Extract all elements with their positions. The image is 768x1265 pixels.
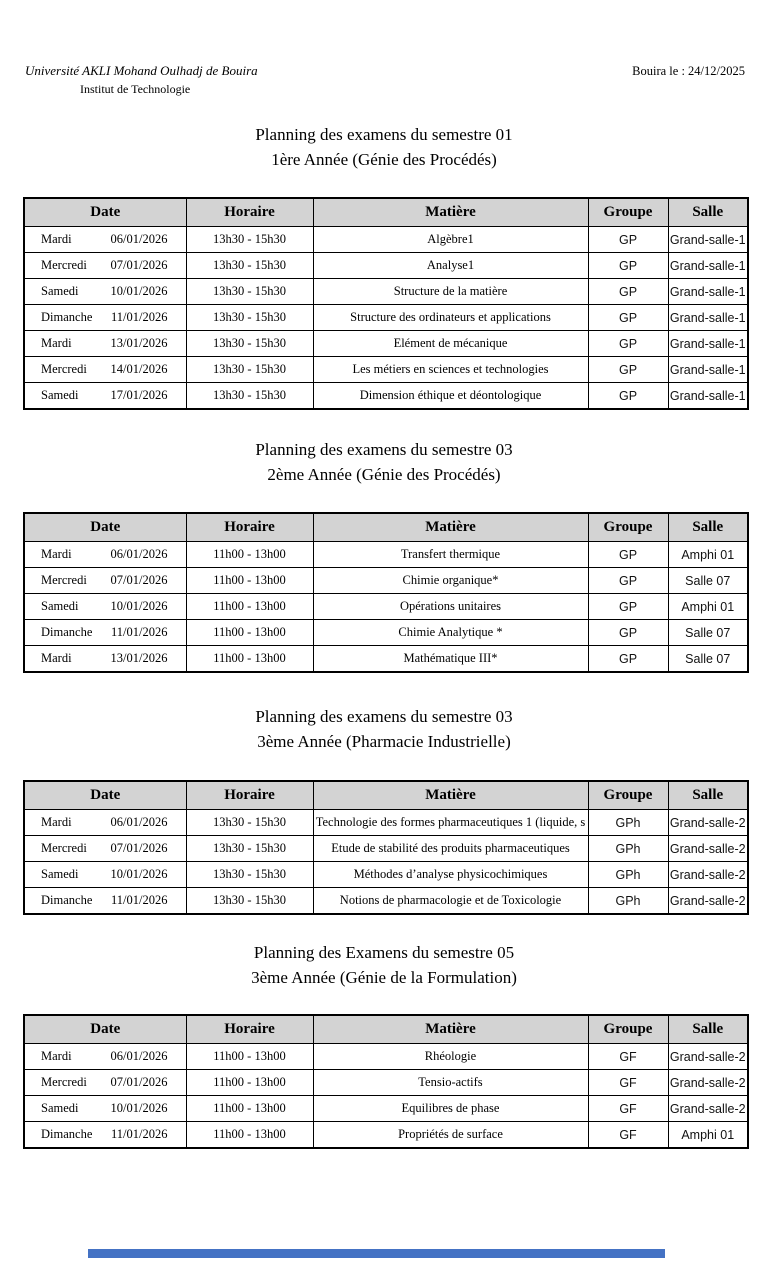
day-label: Mardi [41, 651, 72, 665]
date-value: 10/01/2026 [110, 284, 168, 298]
table-row [24, 1044, 748, 1070]
cell-date [24, 888, 186, 915]
bottom-accent-bar [88, 1249, 665, 1258]
date-value: 11/01/2026 [111, 1127, 168, 1141]
title-line1: Planning des examens du semestre 03 [255, 707, 513, 726]
cell-date [24, 620, 186, 646]
day-label: Mercredi [41, 573, 87, 587]
cell-salle: Grand-salle-2 [668, 1096, 748, 1122]
day-label: Mardi [41, 815, 72, 829]
cell-horaire: 13h30 - 15h30 [186, 279, 313, 305]
date-value: 06/01/2026 [110, 232, 168, 246]
col-header-horaire: Horaire [186, 513, 313, 542]
col-header-horaire: Horaire [186, 198, 313, 227]
title-line2: 3ème Année (Pharmacie Industrielle) [257, 732, 511, 751]
cell-date [24, 383, 186, 410]
cell-horaire: 11h00 - 13h00 [186, 542, 313, 568]
cell-date [24, 279, 186, 305]
date-value: 10/01/2026 [110, 599, 168, 613]
table-row [24, 279, 748, 305]
cell-salle: Grand-salle-2 [668, 836, 748, 862]
table-row [24, 810, 748, 836]
col-header-date: Date [24, 1015, 186, 1044]
day-label: Samedi [41, 867, 79, 881]
day-label: Mercredi [41, 1075, 87, 1089]
day-label: Mardi [41, 547, 72, 561]
col-header-groupe: Groupe [588, 513, 668, 542]
title-line1: Planning des examens du semestre 03 [255, 440, 513, 459]
exam-table-2eme-annee-gp [23, 512, 749, 673]
col-header-date: Date [24, 513, 186, 542]
cell-horaire: 11h00 - 13h00 [186, 620, 313, 646]
cell-matiere: Structure des ordinateurs et applications [313, 305, 588, 331]
date-value: 13/01/2026 [110, 651, 168, 665]
table-row [24, 1122, 748, 1149]
cell-horaire: 13h30 - 15h30 [186, 383, 313, 410]
date-value: 13/01/2026 [110, 336, 168, 350]
col-header-groupe: Groupe [588, 198, 668, 227]
cell-matiere: Chimie organique* [313, 568, 588, 594]
day-label: Dimanche [41, 1127, 93, 1141]
day-label: Mardi [41, 1049, 72, 1063]
cell-groupe: GP [588, 594, 668, 620]
cell-groupe: GP [588, 227, 668, 253]
date-value: 14/01/2026 [110, 362, 168, 376]
table-row [24, 620, 748, 646]
cell-horaire: 13h30 - 15h30 [186, 305, 313, 331]
col-header-horaire: Horaire [186, 1015, 313, 1044]
cell-matiere: Dimension éthique et déontologique [313, 383, 588, 410]
cell-salle: Grand-salle-2 [668, 810, 748, 836]
col-header-salle: Salle [668, 1015, 748, 1044]
date-value: 10/01/2026 [110, 1101, 168, 1115]
cell-groupe: GF [588, 1096, 668, 1122]
cell-groupe: GP [588, 279, 668, 305]
date-value: 11/01/2026 [111, 625, 168, 639]
cell-horaire: 11h00 - 13h00 [186, 1044, 313, 1070]
table-row [24, 305, 748, 331]
section-title-semestre-05 [0, 940, 768, 990]
cell-matiere: Technologie des formes pharmaceutiques 1 (liquide, s [313, 810, 588, 836]
cell-horaire: 13h30 - 15h30 [186, 227, 313, 253]
date-value: 07/01/2026 [110, 1075, 168, 1089]
col-header-salle: Salle [668, 781, 748, 810]
cell-salle: Grand-salle-1 [668, 279, 748, 305]
institute-name: Institut de Technologie [80, 81, 191, 96]
table-row [24, 594, 748, 620]
day-label: Dimanche [41, 893, 93, 907]
cell-groupe: GP [588, 646, 668, 673]
date-value: 07/01/2026 [110, 841, 168, 855]
cell-date [24, 253, 186, 279]
cell-matiere: Algèbre1 [313, 227, 588, 253]
cell-salle: Salle 07 [668, 646, 748, 673]
cell-matiere: Notions de pharmacologie et de Toxicologie [313, 888, 588, 915]
day-label: Mercredi [41, 362, 87, 376]
cell-matiere: Rhéologie [313, 1044, 588, 1070]
table-row [24, 1070, 748, 1096]
day-label: Samedi [41, 1101, 79, 1115]
cell-matiere: Chimie Analytique * [313, 620, 588, 646]
cell-groupe: GP [588, 620, 668, 646]
cell-matiere: Transfert thermique [313, 542, 588, 568]
table-row [24, 888, 748, 915]
cell-matiere: Les métiers en sciences et technologies [313, 357, 588, 383]
cell-matiere: Mathématique III* [313, 646, 588, 673]
table-row [24, 331, 748, 357]
cell-salle: Grand-salle-1 [668, 331, 748, 357]
day-label: Samedi [41, 388, 79, 402]
cell-date [24, 646, 186, 673]
exam-table-3eme-annee-gf [23, 1014, 749, 1149]
col-header-matiere: Matière [313, 198, 588, 227]
table-row [24, 542, 748, 568]
exam-table-1ere-annee-gp [23, 197, 749, 410]
cell-horaire: 11h00 - 13h00 [186, 1096, 313, 1122]
col-header-matiere: Matière [313, 781, 588, 810]
date-value: 06/01/2026 [110, 1049, 168, 1063]
cell-date [24, 331, 186, 357]
title-line2: 1ère Année (Génie des Procédés) [271, 150, 497, 169]
title-line1: Planning des examens du semestre 01 [255, 125, 513, 144]
cell-salle: Grand-salle-2 [668, 862, 748, 888]
day-label: Dimanche [41, 310, 93, 324]
cell-matiere: Equilibres de phase [313, 1096, 588, 1122]
table-row [24, 836, 748, 862]
cell-date [24, 836, 186, 862]
cell-salle: Grand-salle-2 [668, 888, 748, 915]
cell-horaire: 11h00 - 13h00 [186, 1070, 313, 1096]
cell-horaire: 13h30 - 15h30 [186, 836, 313, 862]
table-header-row [24, 781, 748, 810]
cell-matiere: Méthodes d’analyse physicochimiques [313, 862, 588, 888]
title-line1: Planning des Examens du semestre 05 [253, 943, 515, 962]
cell-date [24, 305, 186, 331]
table-row [24, 568, 748, 594]
cell-horaire: 13h30 - 15h30 [186, 888, 313, 915]
place-date: Bouira le : 24/12/2025 [632, 64, 745, 78]
cell-date [24, 1044, 186, 1070]
cell-salle: Grand-salle-2 [668, 1070, 748, 1096]
cell-groupe: GP [588, 383, 668, 410]
cell-salle: Salle 07 [668, 620, 748, 646]
cell-groupe: GPh [588, 862, 668, 888]
cell-groupe: GF [588, 1070, 668, 1096]
cell-horaire: 11h00 - 13h00 [186, 646, 313, 673]
table-row [24, 862, 748, 888]
table-header-row [24, 198, 748, 227]
cell-salle: Grand-salle-1 [668, 227, 748, 253]
col-header-date: Date [24, 198, 186, 227]
cell-matiere: Propriétés de surface [313, 1122, 588, 1149]
title-line2: 2ème Année (Génie des Procédés) [267, 465, 501, 484]
date-value: 11/01/2026 [111, 893, 168, 907]
col-header-groupe: Groupe [588, 1015, 668, 1044]
letterhead [25, 62, 258, 98]
cell-date [24, 357, 186, 383]
cell-date [24, 594, 186, 620]
date-value: 06/01/2026 [110, 547, 168, 561]
cell-groupe: GPh [588, 836, 668, 862]
cell-groupe: GF [588, 1044, 668, 1070]
table-row [24, 253, 748, 279]
table-row [24, 357, 748, 383]
cell-groupe: GP [588, 253, 668, 279]
cell-horaire: 11h00 - 13h00 [186, 1122, 313, 1149]
date-value: 10/01/2026 [110, 867, 168, 881]
col-header-matiere: Matière [313, 513, 588, 542]
exam-table-3eme-annee-pharma [23, 780, 749, 915]
cell-horaire: 13h30 - 15h30 [186, 253, 313, 279]
cell-matiere: Elément de mécanique [313, 331, 588, 357]
cell-groupe: GP [588, 542, 668, 568]
cell-date [24, 1122, 186, 1149]
cell-groupe: GPh [588, 888, 668, 915]
table-row [24, 383, 748, 410]
cell-salle: Amphi 01 [668, 594, 748, 620]
cell-matiere: Opérations unitaires [313, 594, 588, 620]
cell-groupe: GP [588, 357, 668, 383]
table-row [24, 227, 748, 253]
col-header-matiere: Matière [313, 1015, 588, 1044]
cell-groupe: GPh [588, 810, 668, 836]
day-label: Mercredi [41, 841, 87, 855]
cell-groupe: GF [588, 1122, 668, 1149]
cell-date [24, 1070, 186, 1096]
title-line2: 3ème Année (Génie de la Formulation) [251, 968, 517, 987]
cell-date [24, 810, 186, 836]
cell-date [24, 862, 186, 888]
cell-horaire: 11h00 - 13h00 [186, 594, 313, 620]
col-header-salle: Salle [668, 198, 748, 227]
cell-salle: Grand-salle-1 [668, 383, 748, 410]
university-name: Université AKLI Mohand Oulhadj de Bouira [25, 63, 258, 78]
section-title-semestre-01 [0, 122, 768, 172]
cell-date [24, 542, 186, 568]
cell-matiere: Tensio-actifs [313, 1070, 588, 1096]
cell-salle: Grand-salle-1 [668, 253, 748, 279]
cell-salle: Grand-salle-2 [668, 1044, 748, 1070]
cell-horaire: 13h30 - 15h30 [186, 810, 313, 836]
section-title-semestre-03-2a [0, 437, 768, 487]
cell-groupe: GP [588, 305, 668, 331]
cell-salle: Salle 07 [668, 568, 748, 594]
day-label: Dimanche [41, 625, 93, 639]
cell-horaire: 11h00 - 13h00 [186, 568, 313, 594]
day-label: Mardi [41, 232, 72, 246]
cell-date [24, 227, 186, 253]
table-row [24, 1096, 748, 1122]
cell-matiere: Etude de stabilité des produits pharmaceutiques [313, 836, 588, 862]
day-label: Mardi [41, 336, 72, 350]
cell-date [24, 1096, 186, 1122]
date-value: 06/01/2026 [110, 815, 168, 829]
col-header-groupe: Groupe [588, 781, 668, 810]
cell-salle: Amphi 01 [668, 542, 748, 568]
cell-horaire: 13h30 - 15h30 [186, 357, 313, 383]
col-header-horaire: Horaire [186, 781, 313, 810]
cell-salle: Grand-salle-1 [668, 305, 748, 331]
date-value: 07/01/2026 [110, 258, 168, 272]
date-value: 07/01/2026 [110, 573, 168, 587]
cell-date [24, 568, 186, 594]
cell-salle: Amphi 01 [668, 1122, 748, 1149]
cell-salle: Grand-salle-1 [668, 357, 748, 383]
date-value: 17/01/2026 [110, 388, 168, 402]
cell-matiere: Analyse1 [313, 253, 588, 279]
table-header-row [24, 1015, 748, 1044]
day-label: Samedi [41, 599, 79, 613]
day-label: Mercredi [41, 258, 87, 272]
table-header-row [24, 513, 748, 542]
section-title-semestre-03-3a [0, 704, 768, 754]
cell-groupe: GP [588, 568, 668, 594]
day-label: Samedi [41, 284, 79, 298]
date-value: 11/01/2026 [111, 310, 168, 324]
cell-matiere: Structure de la matière [313, 279, 588, 305]
table-row [24, 646, 748, 673]
cell-groupe: GP [588, 331, 668, 357]
col-header-salle: Salle [668, 513, 748, 542]
cell-horaire: 13h30 - 15h30 [186, 331, 313, 357]
col-header-date: Date [24, 781, 186, 810]
cell-horaire: 13h30 - 15h30 [186, 862, 313, 888]
